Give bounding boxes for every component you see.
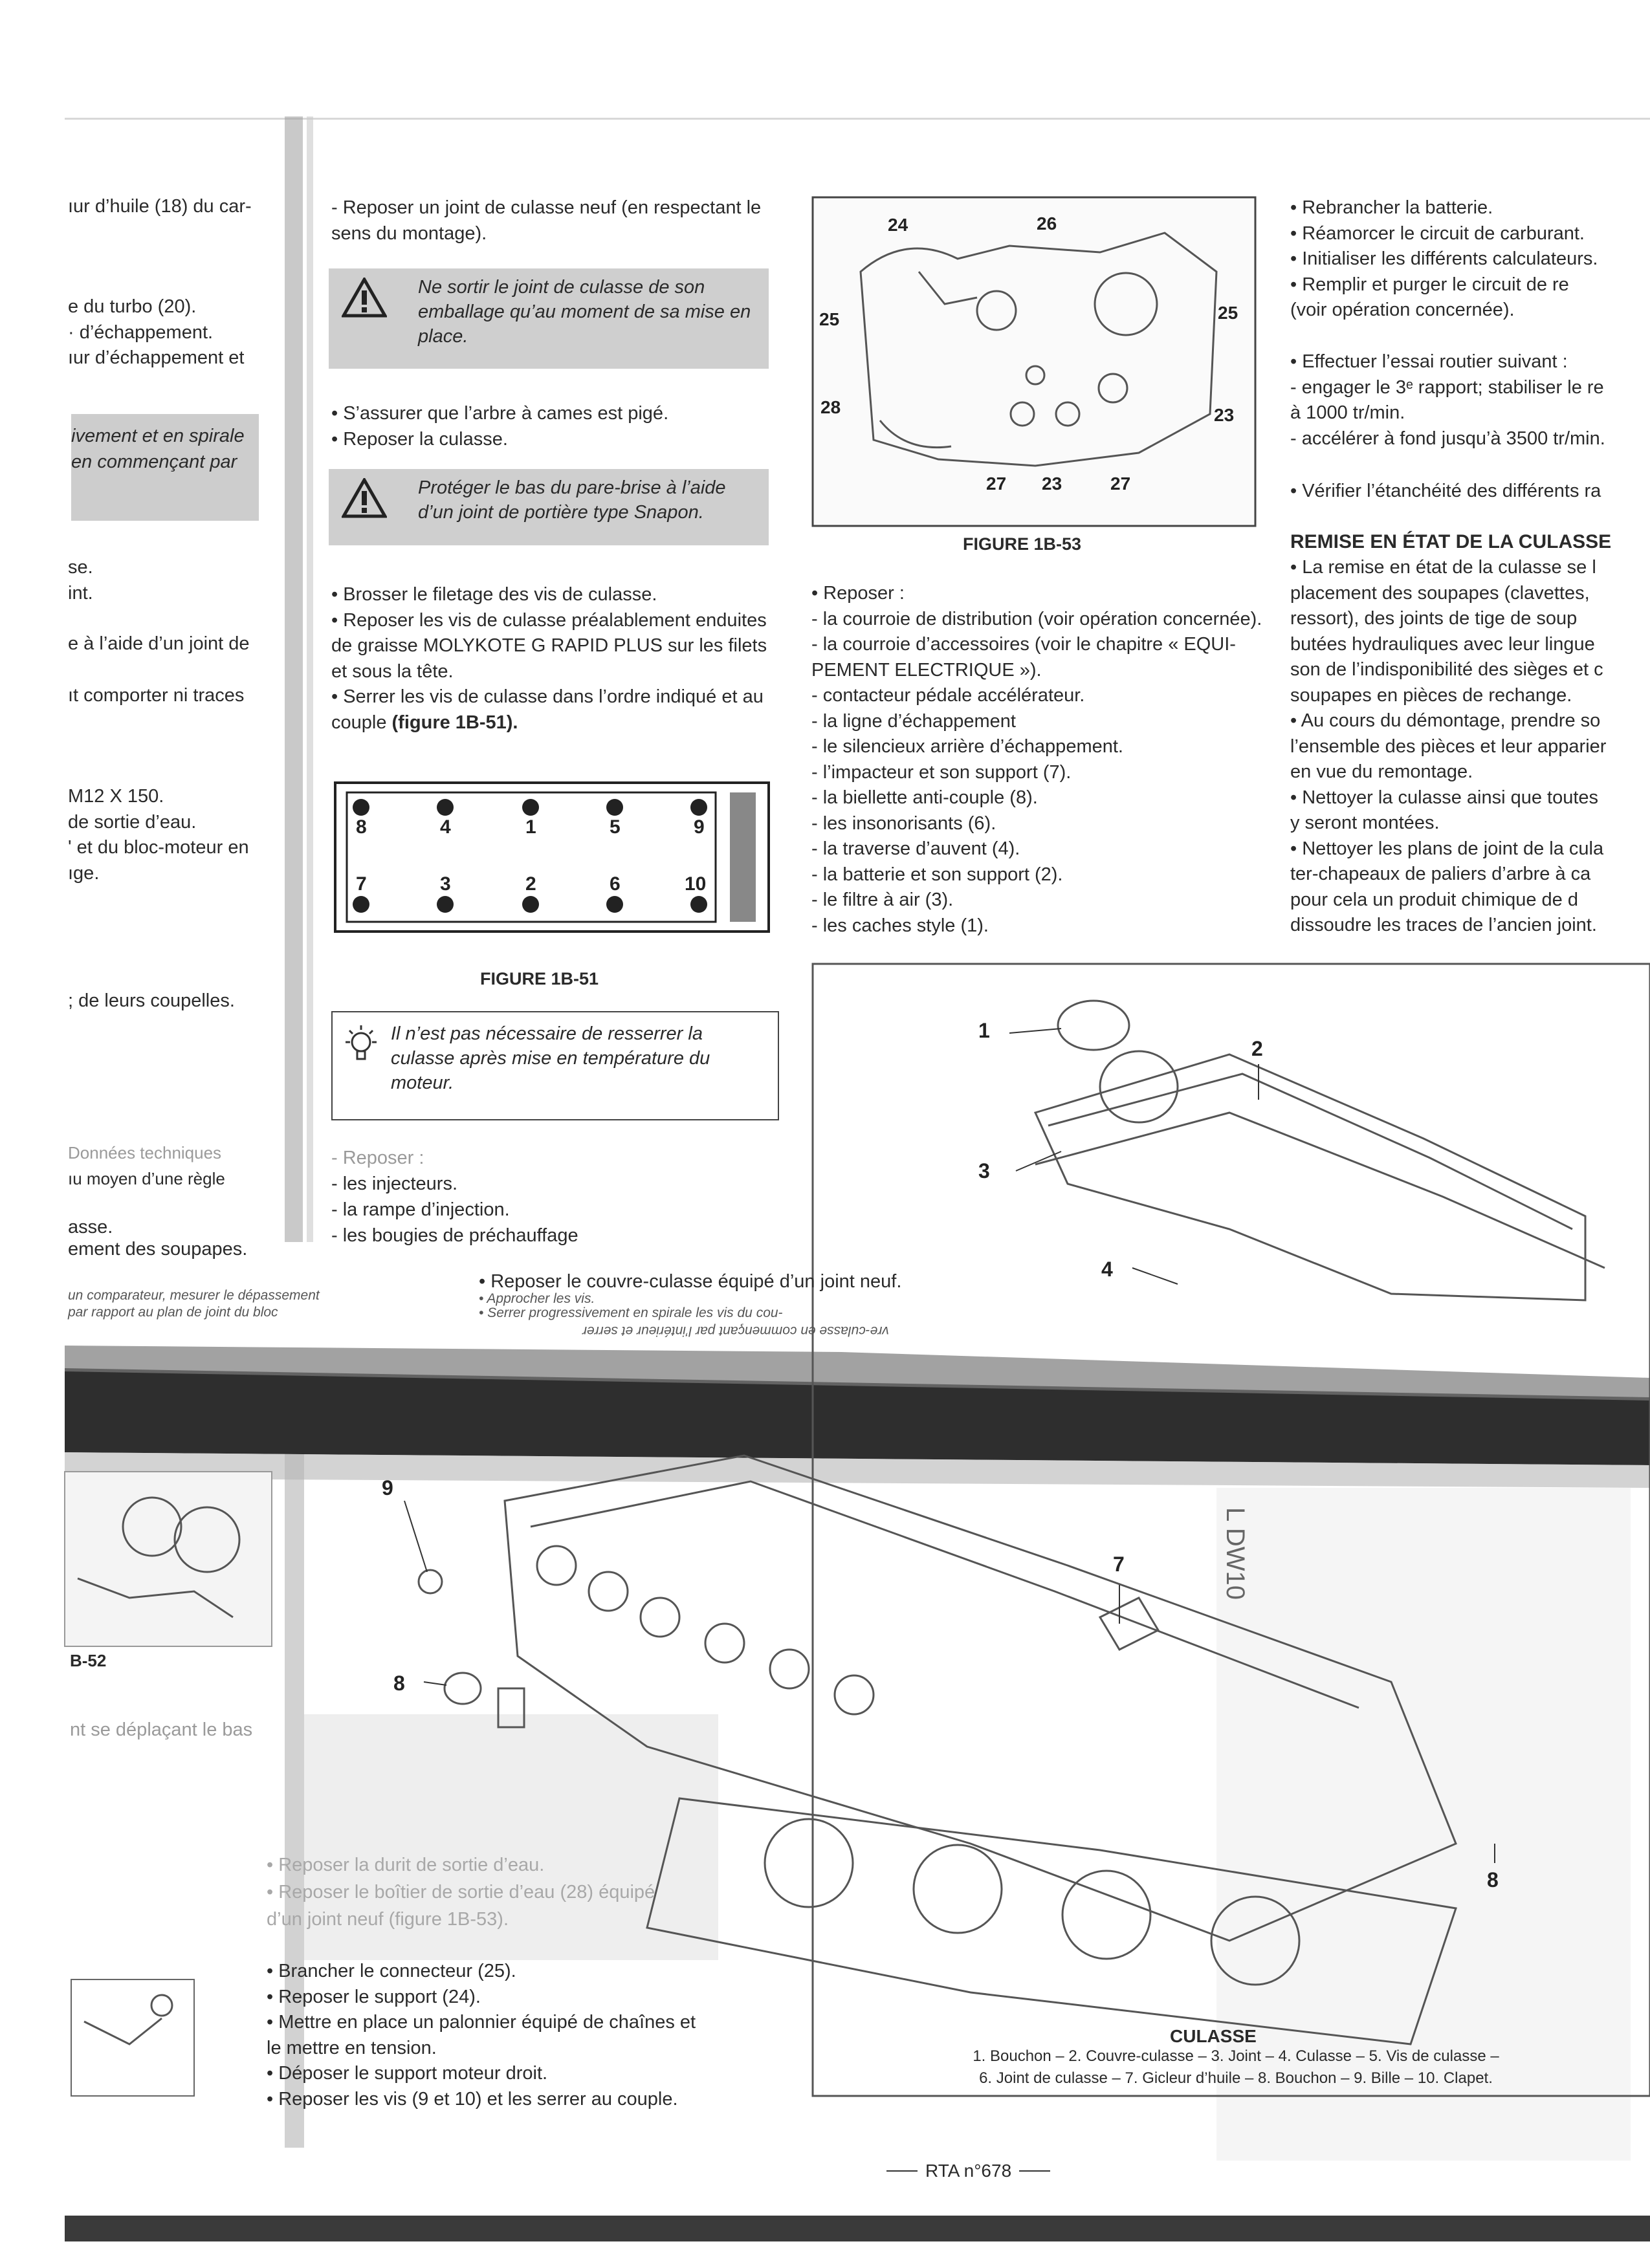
warning-box-gasket — [329, 268, 769, 369]
figure-callout: 23 — [1042, 474, 1062, 494]
figure-callout: 27 — [1110, 474, 1131, 494]
col4-line: placement des soupapes (clavettes, — [1290, 582, 1590, 604]
figure-callout: 28 — [820, 397, 841, 417]
figure-callout: 27 — [986, 474, 1007, 494]
col2-line: - les injecteurs. — [331, 1173, 458, 1194]
left-line: ivement et en spirale — [71, 426, 245, 446]
figure-callout: 9 — [382, 1476, 393, 1499]
col4-line: l’ensemble des pièces et leur apparier — [1290, 736, 1607, 757]
warning-line: Protéger le bas du pare-brise à l’aide — [418, 477, 726, 498]
col2-line: • Reposer les vis de culasse préalablement enduites — [331, 609, 767, 631]
column-2-after-tip — [331, 1145, 578, 1248]
col4-line: • Vérifier l’étanchéité des différents ra — [1290, 481, 1601, 501]
bottom-left-faded — [267, 1851, 655, 1933]
bl-line: • Mettre en place un palonnier équipé de chaînes et — [267, 2012, 696, 2033]
col4-line: - accélérer à fond jusqu’à 3500 tr/min. — [1290, 428, 1605, 449]
col4-line: • Nettoyer la culasse ainsi que toutes — [1290, 787, 1599, 808]
warning-line: place. — [418, 326, 468, 347]
col4-line: • La remise en état de la culasse se l — [1290, 557, 1596, 578]
bolt-number: 9 — [694, 816, 705, 838]
left-line: un comparateur, mesurer le dépassement — [68, 1288, 320, 1303]
side-label: L DW10 — [1221, 1507, 1249, 1600]
bolt-number: 5 — [610, 816, 621, 838]
bolt-number: 2 — [525, 873, 536, 895]
tip-line: culasse après mise en température du — [391, 1048, 710, 1069]
left-column-block-5 — [68, 1140, 225, 1192]
left-column-block-6 — [68, 1216, 247, 1260]
footer-text: RTA n°678 — [925, 2161, 1012, 2181]
col2-line: sens du montage). — [331, 223, 487, 244]
col3-line: - le silencieux arrière d’échappement. — [811, 736, 1123, 757]
figure-1b-53-label: FIGURE 1B-53 — [963, 534, 1082, 554]
col4-line: ressort), des joints de tige de soup — [1290, 608, 1578, 629]
left-line: nt se déplaçant le bas — [70, 1719, 253, 1740]
col2-text: couple — [331, 712, 392, 733]
left-shaded-note — [71, 424, 245, 475]
col4-line: • Au cours du démontage, prendre so — [1290, 710, 1601, 731]
left-column-block-3 — [68, 555, 93, 606]
figure-callout: 4 — [1101, 1258, 1113, 1281]
col4-line: à 1000 tr/min. — [1290, 402, 1405, 423]
col3-line: PEMENT ELECTRIQUE »). — [811, 659, 1042, 681]
col4-line: • Nettoyer les plans de joint de la cula — [1290, 838, 1604, 859]
left-line: de sortie d’eau. — [68, 811, 197, 833]
left-line: Données techniques — [68, 1143, 222, 1162]
figure-callout: 25 — [1218, 303, 1238, 323]
bolt-number: 3 — [440, 873, 451, 895]
column-2-intro — [331, 195, 761, 246]
col2-line: - les bougies de préchauffage — [331, 1225, 578, 1246]
bolt-number: 6 — [610, 873, 621, 895]
column-2-steps-2 — [331, 582, 767, 736]
col3-line: - les insonorisants (6). — [811, 812, 996, 834]
col2-line: et sous la tête. — [331, 660, 454, 682]
col2-line: • Brosser le filetage des vis de culasse. — [331, 584, 657, 605]
footer-rule — [1019, 2170, 1050, 2172]
page-footer — [886, 2161, 1050, 2181]
warning-icon — [342, 478, 387, 518]
figure-callout: 23 — [1214, 405, 1235, 425]
figure-callout: 7 — [1113, 1553, 1125, 1576]
left-line: ' et du bloc-moteur en — [68, 837, 249, 858]
col4-line: • Effectuer l’essai routier suivant : — [1290, 351, 1568, 372]
bl-line: le mettre en tension. — [267, 2037, 437, 2058]
col4-line: butées hydrauliques avec leur lingue — [1290, 633, 1595, 655]
warning-line: d’un joint de portière type Snapon. — [418, 502, 704, 523]
figure-callout: 8 — [393, 1672, 405, 1695]
col4-line: • Réamorcer le circuit de carburant. — [1290, 223, 1585, 244]
middle-line: • Approcher les vis. — [479, 1291, 595, 1306]
col4-line: • Rebrancher la batterie. — [1290, 197, 1493, 218]
left-line: ement des soupapes. — [68, 1239, 248, 1259]
figure-reference: (figure 1B-51). — [391, 712, 518, 733]
col3-line: - la courroie d’accessoires (voir le chapitre « EQUI- — [811, 634, 1236, 655]
left-line: se. — [68, 557, 93, 578]
bottom-left-steps — [267, 1959, 696, 2112]
warning-box-windscreen — [329, 469, 769, 545]
figure-callout: 24 — [888, 215, 908, 235]
left-smeared-note — [68, 1287, 320, 1321]
middle-line: • Reposer le couvre-culasse équipé d’un joint neuf. — [479, 1271, 902, 1292]
bl-line: d’un joint neuf (figure 1B-53). — [267, 1909, 509, 1930]
left-column-block-2 — [68, 294, 244, 371]
col4-line: y seront montées. — [1290, 812, 1440, 833]
left-column — [68, 194, 252, 220]
left-line: M12 X 150. — [68, 786, 164, 807]
bolt-number: 8 — [356, 816, 367, 838]
bolt-number: 4 — [440, 816, 451, 838]
caption-line: 1. Bouchon – 2. Couvre-culasse – 3. Joint – 4. Culasse – 5. Vis de culasse – — [973, 2047, 1499, 2065]
tip-line: Il n’est pas nécessaire de resserrer la — [391, 1023, 703, 1044]
left-line: ; de leurs coupelles. — [68, 990, 235, 1011]
col3-line: - le filtre à air (3). — [811, 889, 954, 910]
col3-line: - la courroie de distribution (voir opération concernée). — [811, 608, 1262, 629]
col2-line: • Reposer la culasse. — [331, 428, 508, 450]
col4-line: • Initialiser les différents calculateurs. — [1290, 248, 1598, 269]
warning-line: emballage qu’au moment de sa mise en — [418, 301, 751, 322]
figure-callout: 1 — [978, 1019, 990, 1042]
figure-callout: 3 — [978, 1159, 990, 1183]
middle-line: • Serrer progressivement en spirale les vis du cou- — [479, 1305, 783, 1320]
col4-line: pour cela un produit chimique de d — [1290, 889, 1578, 910]
column-4-block-b — [1290, 349, 1605, 452]
col4-line: • Remplir et purger le circuit de re — [1290, 274, 1569, 295]
col2-line: • Serrer les vis de culasse dans l’ordre indiqué et au — [331, 686, 764, 707]
col4-line: ter-chapeaux de paliers d’arbre à ca — [1290, 864, 1591, 884]
figure-1b-52-label: B-52 — [70, 1651, 107, 1670]
left-line: ıge. — [68, 862, 100, 884]
section-heading: REMISE EN ÉTAT DE LA CULASSE — [1290, 531, 1612, 552]
figure-callout: 25 — [819, 309, 840, 329]
left-line: ıu moyen d’une règle — [68, 1169, 225, 1188]
column-4-block-a — [1290, 195, 1598, 323]
lightbulb-icon — [342, 1023, 380, 1068]
figure-1b-51-label: FIGURE 1B-51 — [480, 969, 599, 988]
bl-line: • Reposer le support (24). — [267, 1986, 481, 2007]
left-line: ıt comporter ni traces — [68, 685, 245, 706]
caption-line: 6. Joint de culasse – 7. Gicleur d’huile – 8. Bouchon – 9. Bille – 10. Clapet. — [979, 2069, 1493, 2087]
left-column-block-4 — [68, 784, 249, 886]
warning-text — [418, 475, 761, 525]
figure-callout: 26 — [1037, 213, 1057, 234]
column-2-steps-1 — [331, 401, 668, 452]
bolt-number: 10 — [685, 873, 707, 895]
left-line: asse. — [68, 1217, 113, 1238]
bl-line: • Reposer la durit de sortie d’eau. — [267, 1855, 545, 1875]
left-line: par rapport au plan de joint du bloc — [68, 1305, 278, 1320]
bl-line: • Brancher le connecteur (25). — [267, 1961, 516, 1981]
column-3-text — [811, 581, 1262, 939]
warning-line: Ne sortir le joint de culasse de son — [418, 277, 705, 298]
tip-line: moteur. — [391, 1073, 454, 1093]
col4-line: (voir opération concernée). — [1290, 300, 1515, 320]
culasse-title: CULASSE — [1170, 2026, 1257, 2046]
bolt-number: 7 — [356, 873, 367, 895]
warning-text — [418, 275, 761, 349]
bolt-number: 1 — [525, 816, 536, 838]
col2-line — [331, 710, 767, 736]
col4-line: - engager le 3ᵉ rapport; stabiliser le re — [1290, 376, 1604, 398]
left-line: ıur d’huile (18) du car- — [68, 196, 252, 217]
bl-line: • Reposer les vis (9 et 10) et les serrer au couple. — [267, 2088, 678, 2110]
col3-line: - les caches style (1). — [811, 915, 989, 936]
figure-callout: 8 — [1487, 1868, 1499, 1892]
col3-line: - la ligne d’échappement — [811, 710, 1016, 732]
col2-line: - Reposer un joint de culasse neuf (en respectant le — [331, 197, 762, 218]
col2-line: - la rampe d’injection. — [331, 1199, 510, 1220]
col3-line: - la biellette anti-couple (8). — [811, 787, 1038, 808]
bl-line: • Déposer le support moteur droit. — [267, 2063, 548, 2084]
culasse-caption — [893, 2045, 1579, 2089]
tip-box — [331, 1011, 779, 1120]
col2-line: de graisse MOLYKOTE G RAPID PLUS sur les filets — [331, 635, 767, 656]
col3-line: - la traverse d’auvent (4). — [811, 838, 1020, 859]
col3-line: - l’impacteur et son support (7). — [811, 761, 1072, 783]
left-line: en commençant par — [71, 451, 237, 472]
col3-line: - contacteur pédale accélérateur. — [811, 685, 1085, 706]
footer-rule — [886, 2170, 918, 2172]
bl-line: • Reposer le boîtier de sortie d’eau (28) équipé — [267, 1882, 655, 1903]
column-4-block-d — [1290, 555, 1606, 939]
col4-line: en vue du remontage. — [1290, 761, 1473, 782]
middle-line: vre-culasse en commençant par l’intérieur et serrer — [582, 1324, 889, 1338]
col3-line: • Reposer : — [811, 583, 905, 604]
col4-line: dissoudre les traces de l’ancien joint. — [1290, 915, 1597, 935]
col2-line: - Reposer : — [331, 1148, 424, 1168]
col4-line: son de l’indisponibilité des sièges et c — [1290, 659, 1603, 680]
col4-line: soupapes en pièces de rechange. — [1290, 684, 1572, 706]
left-line: ıur d’échappement et — [68, 347, 245, 368]
left-line: int. — [68, 582, 93, 604]
left-line: e du turbo (20). — [68, 296, 197, 317]
tip-text — [391, 1021, 770, 1095]
figure-callout: 2 — [1251, 1037, 1263, 1060]
col3-line: - la batterie et son support (2). — [811, 864, 1063, 885]
left-line: · d’échappement. — [68, 322, 214, 343]
warning-icon — [342, 278, 387, 318]
col2-line: • S’assurer que l’arbre à cames est pigé. — [331, 403, 669, 424]
left-line: e à l’aide d’un joint de — [68, 633, 250, 654]
